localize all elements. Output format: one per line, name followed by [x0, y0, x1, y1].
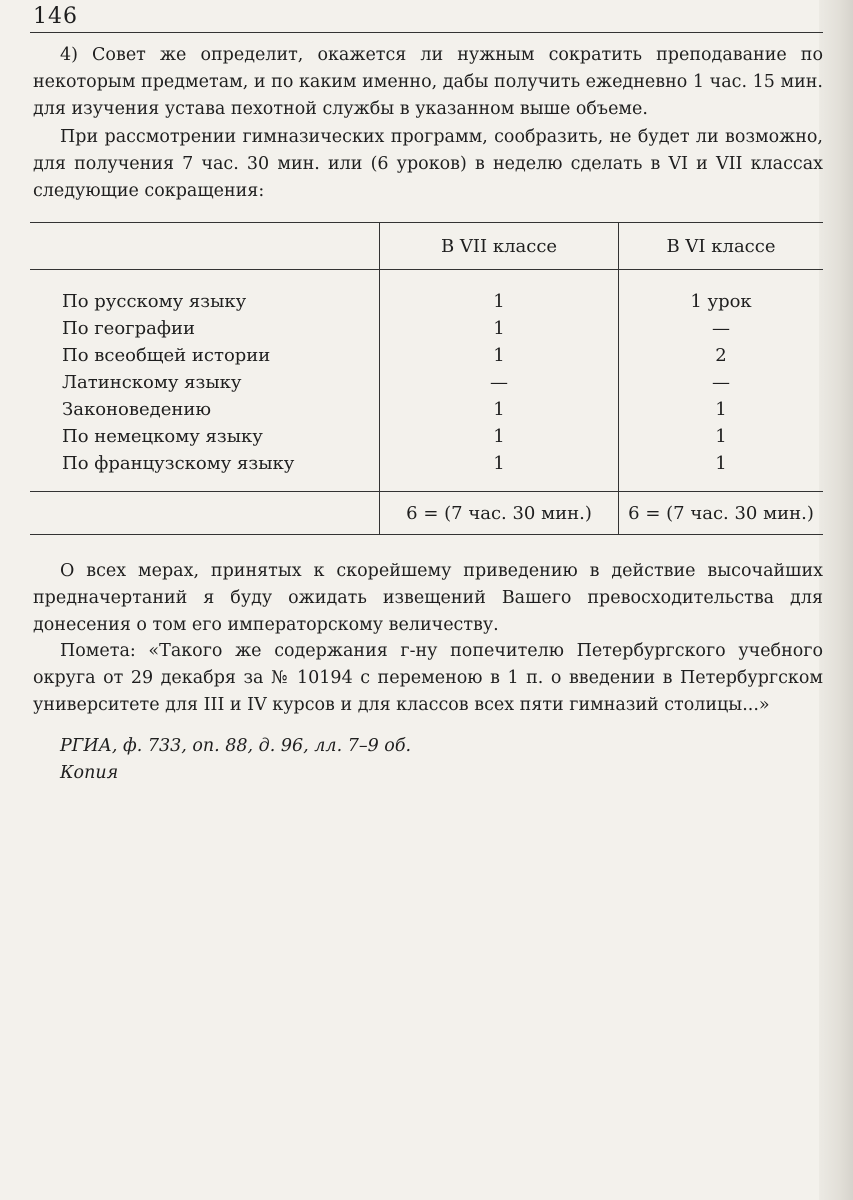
reduction-table	[30, 222, 823, 535]
vii-value-cell: 1	[380, 270, 619, 316]
paragraph-note-text: Помета: «Такого же содержания г-ну попечителю Петербургского учебного округа от 29 декабря за № 10194 с переменою в 1 п. о введении в Петербургском университете для III и IV курсов и для классов всех пяти гимназий столицы...»	[33, 641, 823, 715]
vi-value-cell: 1	[619, 396, 824, 423]
paragraph-gymnasium-text: При рассмотрении гимназических программ, сообразить, не будет ли возможно, для получения 7 час. 30 мин. или (6 уроков) в неделю сделать в VI и VII классах следующие сокращения:	[33, 127, 823, 201]
subject-cell: По французскому языку	[62, 453, 295, 474]
archive-source	[60, 733, 411, 787]
paragraph-gymnasium	[33, 124, 823, 205]
subject-cell: По немецкому языку	[62, 426, 263, 447]
vii-value-cell: 1	[380, 342, 619, 369]
vi-value-cell: 1	[619, 423, 824, 450]
paragraph-measures-text: О всех мерах, принятых к скорейшему приведению в действие высочайших предначертаний я буду ожидать извещений Вашего превосходительства для донесения о том его императорскому величеству.	[33, 561, 823, 635]
table-row	[30, 315, 823, 342]
subject-cell: Латинскому языку	[62, 372, 242, 393]
paragraph-measures	[33, 558, 823, 639]
header-subject-cell	[30, 223, 380, 270]
table-totals-row	[30, 492, 823, 535]
vii-value-cell: 1	[380, 450, 619, 492]
table-row	[30, 450, 823, 492]
source-reference: РГИА, ф. 733, оп. 88, д. 96, лл. 7–9 об.	[60, 736, 412, 756]
vi-value-cell: 1	[619, 450, 824, 492]
table-header-row	[30, 223, 823, 270]
adjacent-page-edge	[819, 0, 853, 1200]
table-row	[30, 396, 823, 423]
subject-cell: По всеобщей истории	[62, 345, 271, 366]
vi-total-cell: 6 = (7 час. 30 мин.)	[619, 492, 824, 535]
totals-label-cell	[30, 492, 380, 535]
subject-cell: Законоведению	[62, 399, 212, 420]
copy-label: Копия	[60, 763, 119, 783]
subject-cell: По русскому языку	[62, 291, 247, 312]
vii-value-cell: 1	[380, 423, 619, 450]
subject-cell: По географии	[62, 318, 195, 339]
table-row	[30, 423, 823, 450]
page-number: 146	[33, 4, 78, 29]
paragraph-4	[33, 42, 823, 123]
vi-value-cell: 1 урок	[619, 270, 824, 316]
table-row	[30, 369, 823, 396]
header-rule	[30, 32, 823, 33]
header-class-vi: В VI классе	[619, 223, 824, 270]
vii-value-cell: —	[380, 369, 619, 396]
vi-value-cell: 2	[619, 342, 824, 369]
vii-total-cell: 6 = (7 час. 30 мин.)	[380, 492, 619, 535]
table-row	[30, 270, 823, 316]
header-class-vii: В VII классе	[380, 223, 619, 270]
vi-value-cell: —	[619, 315, 824, 342]
vii-value-cell: 1	[380, 396, 619, 423]
vii-value-cell: 1	[380, 315, 619, 342]
vi-value-cell: —	[619, 369, 824, 396]
table-row	[30, 342, 823, 369]
paragraph-4-text: 4) Совет же определит, окажется ли нужным сократить преподавание по некоторым предметам, и по каким именно, дабы получить ежедневно 1 час. 15 мин. для изучения устава пехотной службы в указанном выше объеме.	[33, 45, 823, 119]
paragraph-note	[33, 638, 823, 719]
